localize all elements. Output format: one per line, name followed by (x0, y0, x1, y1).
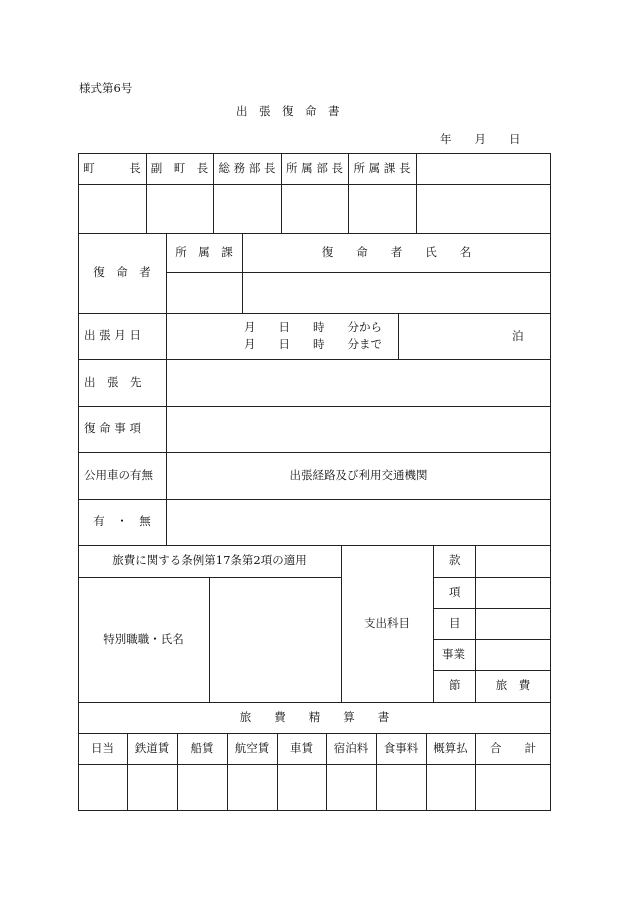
route-input[interactable] (167, 500, 550, 545)
route-label: 出張経路及び利用交通機関 (289, 467, 428, 482)
section-input[interactable] (167, 273, 242, 313)
official-car-label: 公用車の有無 (84, 467, 153, 482)
expenditure-kan-input[interactable] (476, 546, 550, 577)
settlement-col-car-fare: 車賃 (290, 740, 313, 755)
date-line: 年 月 日 (440, 132, 521, 146)
settlement-col-air-fare: 航空賃 (234, 740, 270, 755)
expenditure-jigyou-input[interactable] (476, 640, 550, 670)
settlement-input-daily-allowance[interactable] (79, 765, 127, 810)
destination-label: 出 張 先 (84, 374, 142, 389)
trip-date-to[interactable]: 月 日 時 分まで (244, 337, 382, 351)
expenditure-item-setsu: 節 (449, 678, 461, 693)
settlement-title: 旅 費 精 算 書 (239, 709, 390, 724)
trip-date-from[interactable]: 月 日 時 分から (244, 320, 382, 334)
special-rule-label: 旅費に関する条例第17条第2項の適用 (112, 553, 307, 568)
form-number: 様式第6号 (79, 81, 133, 95)
settlement-col-ship-fare: 船賃 (190, 740, 214, 755)
section-label: 所 属 課 (175, 244, 233, 259)
report-items-input[interactable] (167, 407, 550, 452)
seal-box-general-affairs[interactable] (214, 185, 281, 233)
report-items-label: 復 命 事 項 (84, 421, 141, 436)
expenditure-item-moku: 目 (449, 615, 461, 630)
expenditure-moku-input[interactable] (476, 609, 550, 639)
expenditure-item-kan: 款 (449, 553, 461, 568)
reporter-name-label: 復 命 者 氏 名 (321, 244, 472, 259)
approver-deputy-mayor-label: 副 町 長 (150, 160, 209, 175)
destination-input[interactable] (167, 360, 550, 406)
settlement-col-daily-allowance: 日当 (91, 740, 114, 755)
settlement-col-rail-fare: 鉄道賃 (134, 740, 170, 755)
nights-label: 泊 (512, 329, 524, 343)
travel-cost-label: 旅 費 (495, 678, 531, 693)
seal-box-mayor[interactable] (79, 185, 146, 233)
settlement-col-meals: 食事料 (383, 740, 419, 755)
reporter-label: 復 命 者 (93, 265, 151, 280)
special-staff-input[interactable] (210, 578, 341, 702)
seal-box-deputy-mayor[interactable] (147, 185, 213, 233)
settlement-col-advance: 概算払 (433, 740, 468, 755)
page-title: 出 張 復 命 書 (236, 104, 340, 118)
settlement-col-lodging: 宿泊料 (333, 740, 369, 755)
special-staff-label: 特別職職・氏名 (103, 631, 184, 646)
settlement-input-total[interactable] (476, 765, 550, 810)
trip-date-label: 出 張 月 日 (84, 328, 141, 343)
expenditure-kou-input[interactable] (476, 578, 550, 608)
settlement-input-lodging[interactable] (327, 765, 376, 810)
reporter-name-input[interactable] (243, 273, 550, 313)
settlement-input-car-fare[interactable] (278, 765, 326, 810)
expenditure-label: 支出科目 (364, 615, 410, 630)
yes-no-selector[interactable]: 有 ・ 無 (93, 514, 151, 529)
expenditure-item-jigyou: 事業 (442, 646, 465, 661)
approver-dept-head-label: 所 属 部 長 (286, 160, 343, 175)
approver-mayor-label: 町 長 (83, 160, 141, 175)
seal-box-section-head[interactable] (349, 185, 416, 233)
expenditure-item-kou: 項 (449, 584, 461, 599)
settlement-input-ship-fare[interactable] (178, 765, 227, 810)
settlement-input-rail-fare[interactable] (128, 765, 177, 810)
settlement-input-air-fare[interactable] (228, 765, 277, 810)
seal-box-dept-head[interactable] (282, 185, 348, 233)
approver-general-affairs-label: 総 務 部 長 (218, 160, 276, 175)
settlement-input-meals[interactable] (377, 765, 426, 810)
settlement-col-total: 合 計 (490, 740, 536, 755)
approver-section-head-label: 所 属 課 長 (353, 160, 411, 175)
settlement-input-advance[interactable] (427, 765, 475, 810)
